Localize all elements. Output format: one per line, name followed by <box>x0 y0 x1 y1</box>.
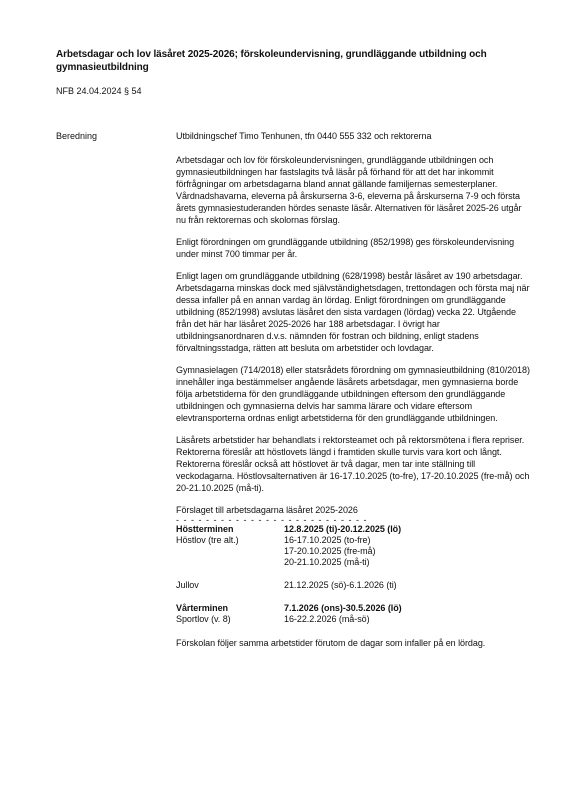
schedule-label-autumn-break: Höstlov (tre alt.) <box>176 535 239 545</box>
schedule-value-autumn-break-2: 17-20.10.2025 (fre-må) <box>284 546 376 556</box>
paragraph: Gymnasielagen (714/2018) eller statsrådets förordning om gymnasieutbildning (810/2018) innehåller inga bestämmelser angående läsårets arbetsdagar, men gymnasierna borde följa arbetstiderna för den grundläggande utbildningen eftersom den grundläggande utbildningen och gymnasierna delvis har samma lärare och vidare eftersom elevtransporterna ordnas enligt arbetstiderna för den grundläggande utbildningen. <box>176 365 530 423</box>
schedule-value-autumn-break-1: 16-17.10.2025 (to-fre) <box>284 535 371 545</box>
schedule-value-autumn: 12.8.2025 (ti)-20.12.2025 (lö) <box>284 524 402 534</box>
preparer-line: Utbildningschef Timo Tenhunen, tfn 0440 555 332 och rektorerna <box>176 131 432 141</box>
paragraph: Läsårets arbetstider har behandlats i rektorsteamet och på rektorsmötena i flera repriser. Rektorerna föreslår att höstlovets längd i framtiden skulle turvis vara kort och långt. Rektorerna föreslår också att höstlovet är två dagar, men tar inte ställning till veckodagarna. Höstlovsalternativen är 16-17.10.2025 (to-fre), 17-20.10.2025 (fre-må) och 20-21.10.2025 (må-ti). <box>176 435 530 493</box>
schedule-label-autumn: Höstterminen <box>176 524 234 534</box>
dash-separator: - - - - - - - - - - - - - - - - - - - - - - - - - - <box>176 515 368 525</box>
section-label: Beredning <box>56 131 98 141</box>
schedule-value-christmas: 21.12.2025 (sö)-6.1.2026 (ti) <box>284 580 397 590</box>
proposal-heading: Förslaget till arbetsdagarna läsåret 2025-2026 <box>176 505 358 515</box>
paragraph: Enligt lagen om grundläggande utbildning (628/1998) består läsåret av 190 arbetsdagar. Arbetsdagarna minskas dock med självständighetsdagen, trettondagen och första maj när dessa infaller på en annan vardag än lördag. Enligt förordningen om grundläggande utbildning (852/1998) avslutas läsåret den sista vardagen (lördag) vecka 22. Utgående från det här har läsåret 2025-2026 har 188 arbetsdagar. I övrigt har utbildningsanordnaren d.v.s. nämnden för fostran och bildning, enligt stadens förvaltningsstadga, rätten att besluta om arbetstider och lovdagar. <box>176 271 530 353</box>
document-title: Arbetsdagar och lov läsåret 2025-2026; förskoleundervisning, grundläggande utbildning och gymnasieutbildning <box>56 49 487 73</box>
schedule-value-spring: 7.1.2026 (ons)-30.5.2026 (lö) <box>284 603 402 613</box>
paragraph: Enligt förordningen om grundläggande utbildning (852/1998) ges förskoleundervisning under minst 700 timmar per år. <box>176 237 515 259</box>
paragraph: Arbetsdagar och lov för förskoleundervisningen, grundläggande utbildningen och gymnasieutbildningen har fastslagits två läsår på förhand för att det har inkommit förfrågningar om arbetsdagarna bland annat gällande familjernas semesterplaner. Vårdnadshavarna, eleverna på årskurserna 3-6, eleverna på årskurserna 7-9 och första årets gymnasiestuderanden hördes senaste läsår. Alternativen för läsåret 2025-26 utgår nu från rektorernas och skolornas förslag. <box>176 155 522 225</box>
schedule-label-spring: Vårterminen <box>176 603 228 613</box>
document-body <box>176 130 530 659</box>
schedule-table <box>176 524 530 625</box>
footer-paragraph: Förskolan följer samma arbetstider förutom de dagar som infaller på en lördag. <box>176 638 486 648</box>
schedule-label-sport: Sportlov (v. 8) <box>176 614 231 624</box>
schedule-value-sport: 16-22.2.2026 (må-sö) <box>284 614 370 624</box>
schedule-value-autumn-break-3: 20-21.10.2025 (må-ti) <box>284 557 370 567</box>
meeting-reference: NFB 24.04.2024 § 54 <box>56 86 142 96</box>
schedule-label-christmas: Jullov <box>176 580 199 590</box>
